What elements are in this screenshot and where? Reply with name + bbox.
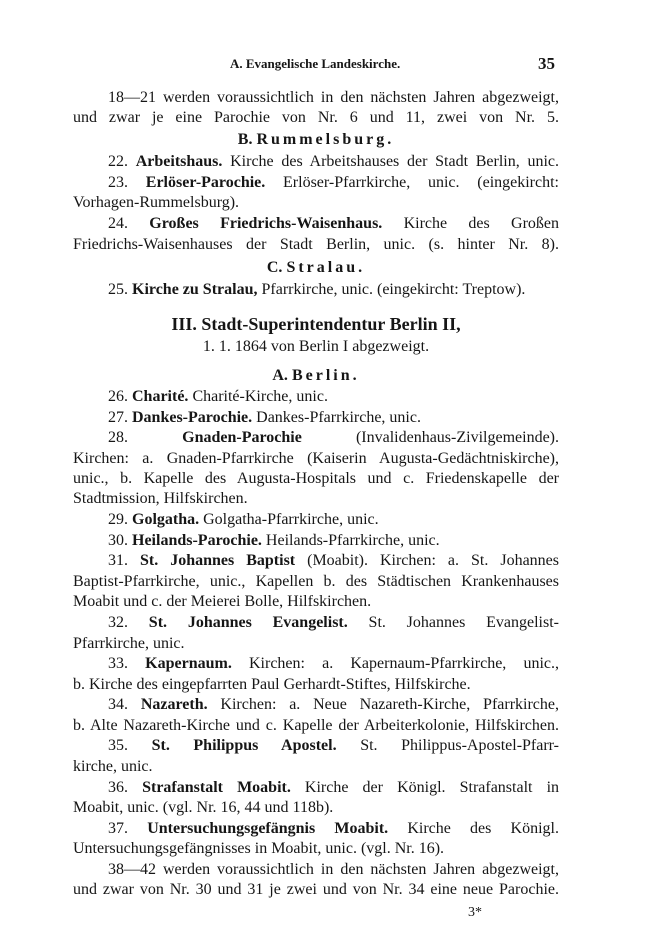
text-segment: und zwar je eine Parochie von Nr. 6 und 11, zwei von Nr. 5. bbox=[73, 109, 559, 126]
entry-heading: Gnaden-Parochie bbox=[182, 429, 302, 446]
text-line bbox=[73, 839, 559, 859]
text-segment: Kirchen: a. Gnaden-Pfarrkirche (Kaiserin Augusta-Gedächtniskirche), bbox=[73, 450, 559, 467]
entry-heading: III. Stadt-Superintendentur Berlin II, bbox=[171, 314, 461, 334]
text-segment: 28. bbox=[108, 429, 183, 446]
text-segment: Kirchen: a. Neue Nazareth-Kirche, Pfarrkirche, bbox=[207, 696, 560, 713]
text-segment: (Invalidenhaus-Zivilgemeinde). bbox=[301, 429, 559, 446]
text-line bbox=[73, 173, 559, 193]
entry-heading: Kirche zu Stralau, bbox=[132, 281, 258, 298]
entry-heading: St. Johannes Evangelist. bbox=[148, 614, 348, 631]
entry-heading: Nazareth. bbox=[140, 696, 208, 713]
text-line bbox=[73, 531, 559, 551]
text-line bbox=[73, 88, 559, 108]
text-segment: Kirche des Arbeitshauses der Stadt Berlin, unic. bbox=[222, 153, 560, 170]
text-line bbox=[73, 880, 559, 900]
entry-heading: B. bbox=[237, 131, 257, 148]
text-segment: 22. bbox=[108, 153, 136, 170]
text-line bbox=[73, 592, 559, 612]
text-segment: Kirche der Königl. Strafanstalt in bbox=[290, 779, 560, 796]
text-segment: Golgatha-Pfarrkirche, unic. bbox=[199, 511, 379, 528]
text-line bbox=[73, 280, 559, 300]
text-segment: Charité-Kirche, unic. bbox=[188, 388, 328, 405]
text-segment: 34. bbox=[108, 696, 141, 713]
entry-heading: Stralau. bbox=[286, 259, 366, 276]
entry-heading: Charité. bbox=[132, 388, 189, 405]
text-segment: Friedrichs-Waisenhauses der Stadt Berlin, unic. (s. hinter Nr. 8). bbox=[73, 236, 559, 253]
entry-heading: Rummelsburg. bbox=[256, 131, 395, 148]
entry-heading: Heilands-Parochie. bbox=[132, 532, 262, 549]
text-line bbox=[73, 634, 559, 654]
text-segment: 37. bbox=[108, 820, 148, 837]
entry-heading: Untersuchungsgefängnis Moabit. bbox=[147, 820, 389, 837]
entry-heading: C. bbox=[266, 259, 287, 276]
text-segment: 36. bbox=[108, 779, 143, 796]
text-line bbox=[73, 428, 559, 448]
text-line bbox=[73, 778, 559, 798]
text-line bbox=[73, 387, 559, 407]
text-line bbox=[73, 613, 559, 633]
text-line bbox=[73, 798, 559, 818]
text-segment: 27. bbox=[108, 409, 132, 426]
text-segment: Kirche des Großen bbox=[382, 215, 560, 232]
entry-heading: Dankes-Parochie. bbox=[132, 409, 253, 426]
text-segment: 32. bbox=[108, 614, 149, 631]
text-segment: Kirchen: a. Kapernaum-Pfarrkirche, unic., bbox=[231, 655, 559, 672]
text-line bbox=[73, 235, 559, 255]
text-line bbox=[73, 819, 559, 839]
text-segment: St. Johannes Evangelist- bbox=[347, 614, 559, 631]
text-line bbox=[73, 130, 559, 150]
text-segment: St. Philippus-Apostel-Pfarr- bbox=[336, 737, 560, 754]
text-segment: unic., b. Kapelle des Augusta-Hospitals und c. Friedenskapelle der bbox=[73, 470, 559, 487]
entry-heading: Arbeitshaus. bbox=[135, 153, 223, 170]
text-segment: (Moabit). Kirchen: a. St. Johannes bbox=[295, 552, 560, 569]
text-line bbox=[73, 449, 559, 469]
text-line bbox=[73, 193, 559, 213]
text-line bbox=[73, 757, 559, 777]
text-line bbox=[73, 408, 559, 428]
text-segment: 24. bbox=[108, 215, 150, 232]
text-segment: Baptist-Pfarrkirche, unic., Kapellen b. des Städtischen Krankenhauses bbox=[73, 573, 559, 590]
text-segment: 33. bbox=[108, 655, 146, 672]
entry-heading: Großes Friedrichs-Waisenhaus. bbox=[149, 215, 383, 232]
text-segment: 26. bbox=[108, 388, 132, 405]
text-line bbox=[73, 152, 559, 172]
text-segment: b. Alte Nazareth-Kirche und c. Kapelle der Arbeiterkolonie, Hilfskirchen. bbox=[73, 717, 559, 734]
entry-heading: St. Philippus Apostel. bbox=[151, 737, 337, 754]
text-line bbox=[73, 572, 559, 592]
text-line bbox=[73, 654, 559, 674]
text-segment: Moabit, unic. (vgl. Nr. 16, 44 und 118b). bbox=[73, 799, 334, 816]
text-segment: 1. 1. 1864 von Berlin I abgezweigt. bbox=[202, 338, 430, 355]
page-number: 35 bbox=[538, 54, 555, 73]
text-segment: Pfarrkirche, unic. (eingekircht: Treptow). bbox=[257, 281, 526, 298]
entry-heading: Strafanstalt Moabit. bbox=[142, 779, 291, 796]
entry-heading: Berlin. bbox=[291, 367, 360, 384]
text-line bbox=[73, 108, 559, 128]
text-line bbox=[73, 551, 559, 571]
running-title: A. Evangelische Landeskirche. bbox=[230, 56, 401, 71]
text-segment: 31. bbox=[108, 552, 140, 569]
text-segment: Erlöser-Pfarrkirche, unic. (eingekircht: bbox=[265, 174, 560, 191]
text-segment: Dankes-Pfarrkirche, unic. bbox=[252, 409, 421, 426]
text-segment: 30. bbox=[108, 532, 132, 549]
text-segment: kirche, unic. bbox=[73, 758, 153, 775]
text-line bbox=[73, 214, 559, 234]
text-line bbox=[73, 366, 559, 386]
entry-heading: Erlöser-Parochie. bbox=[145, 174, 266, 191]
text-segment: 38—42 werden voraussichtlich in den nächsten Jahren abgezweigt, bbox=[108, 861, 559, 878]
text-segment: Stadtmission, Hilfskirchen. bbox=[73, 490, 248, 507]
text-line bbox=[73, 314, 559, 334]
text-segment: Untersuchungsgefängnisses in Moabit, unic. (vgl. Nr. 16). bbox=[73, 840, 445, 857]
text-segment: Kirche des Königl. bbox=[388, 820, 560, 837]
entry-heading: Kapernaum. bbox=[145, 655, 232, 672]
text-line bbox=[73, 675, 559, 695]
text-line bbox=[73, 695, 559, 715]
text-line bbox=[73, 716, 559, 736]
entry-heading: St. Johannes Baptist bbox=[140, 552, 296, 569]
text-segment: und zwar von Nr. 30 und 31 je zwei und von Nr. 34 eine neue Parochie. bbox=[73, 881, 559, 898]
text-line bbox=[73, 736, 559, 756]
text-line bbox=[73, 510, 559, 530]
text-segment: b. Kirche des eingepfarrten Paul Gerhardt-Stiftes, Hilfskirche. bbox=[73, 676, 471, 693]
text-line bbox=[73, 489, 559, 509]
text-line bbox=[73, 258, 559, 278]
text-segment: Pfarrkirche, unic. bbox=[73, 635, 185, 652]
entry-heading: A. bbox=[272, 367, 292, 384]
text-segment: 23. bbox=[108, 174, 146, 191]
text-line bbox=[73, 469, 559, 489]
text-segment: Vorhagen-Rummelsburg). bbox=[73, 194, 240, 211]
signature-mark: 3* bbox=[468, 905, 482, 920]
text-segment: 25. bbox=[108, 281, 132, 298]
text-segment: Heilands-Pfarrkirche, unic. bbox=[261, 532, 440, 549]
text-segment: 18—21 werden voraussichtlich in den nächsten Jahren abgezweigt, bbox=[108, 89, 559, 106]
entry-heading: Golgatha. bbox=[132, 511, 200, 528]
text-line bbox=[73, 860, 559, 880]
text-segment: Moabit und c. der Meierei Bolle, Hilfskirchen. bbox=[73, 593, 372, 610]
text-line bbox=[73, 337, 559, 357]
text-segment: 35. bbox=[108, 737, 152, 754]
text-segment: 29. bbox=[108, 511, 132, 528]
